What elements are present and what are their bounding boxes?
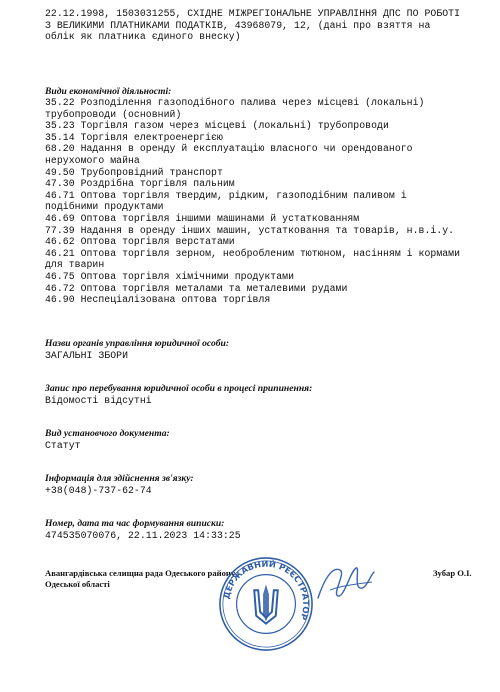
registrar-stamp — [217, 555, 315, 653]
activities-label: Види економічної діяльності: — [45, 86, 172, 97]
activity-line: 68.20 Надання в оренду й експлуатацію власного чи орендованого — [45, 143, 413, 155]
stamp-ring-text: ДЕРЖАВНИЙ РЕЄСТРАТОР — [221, 558, 312, 622]
signer-name: Зубар О.І. — [433, 568, 472, 578]
extract-value: 474535070076, 22.11.2023 14:33:25 — [45, 530, 241, 541]
activity-line: 49.50 Трубопровідний транспорт — [45, 166, 223, 178]
activity-line: 46.69 Оптова торгівля іншими машинами й устаткованням — [45, 212, 360, 224]
tax-registration-header: 22.12.1998, 1503031255, СХІДНЕ МІЖРЕГІОНАЛЬНЕ УПРАВЛІННЯ ДПС ПО РОБОТІ З ВЕЛИКИМИ ПЛАТНИКАМИ ПОДАТКІВ, 43968079, 12, (дані про взяття на облік як платника єдиного внеску) — [45, 8, 461, 43]
contact-label: Інформація для здійснення зв'язку: — [45, 473, 194, 484]
governing-bodies-value: ЗАГАЛЬНІ ЗБОРИ — [45, 350, 129, 361]
governing-bodies-label: Назви органів управління юридичної особи: — [45, 338, 230, 349]
extract-label: Номер, дата та час формування виписки: — [45, 518, 225, 529]
trident-icon — [254, 584, 278, 623]
activities-list — [45, 97, 475, 306]
activity-line: 46.62 Оптова торгівля верстатами — [45, 236, 235, 248]
issuing-authority-line1: Авангардівська селищна рада Одеського району — [45, 568, 236, 578]
activity-line: 46.75 Оптова торгівля хімічними продуктами — [45, 270, 295, 282]
activity-line: 46.90 Неспеціалізована оптова торгівля — [45, 294, 271, 306]
issuing-authority — [45, 568, 235, 590]
activity-line: 35.23 Торгівля газом через місцеві (локальні) трубопроводи — [45, 120, 389, 132]
activity-line: 77.39 Надання в оренду інших машин, устатковання та товарів, н.в.і.у. — [45, 224, 455, 236]
activity-line: 47.30 Роздрібна торгівля пальним — [45, 178, 235, 190]
activity-line: 35.22 Розподілення газоподібного палива через місцеві (локальні) — [45, 97, 425, 108]
termination-label: Запис про перебування юридичної особи в процесі припинення: — [45, 383, 313, 394]
activity-line: для тварин — [45, 259, 105, 271]
activity-line: 46.71 Оптова торгівля твердим, рідким, газоподібним паливом і — [45, 189, 407, 201]
activity-line: нерухомого майна — [45, 154, 140, 166]
termination-value: Відомості відсутні — [45, 395, 152, 406]
activity-line: 35.14 Торгівля електроенергією — [45, 131, 223, 143]
founding-doc-label: Вид установчого документа: — [45, 428, 170, 439]
contact-value: +38(048)-737-62-74 — [45, 485, 152, 496]
activity-line: подібними продуктами — [45, 201, 164, 213]
activity-line: 46.21 Оптова торгівля зерном, необробленим тютюном, насінням і кормами — [45, 247, 461, 259]
activity-line: трубопроводи (основний) — [45, 108, 182, 120]
issuing-authority-line2: Одеської області — [45, 579, 110, 589]
signature-icon — [310, 560, 380, 605]
activity-line: 46.72 Оптова торгівля металами та металевими рудами — [45, 282, 348, 294]
founding-doc-value: Статут — [45, 440, 81, 451]
